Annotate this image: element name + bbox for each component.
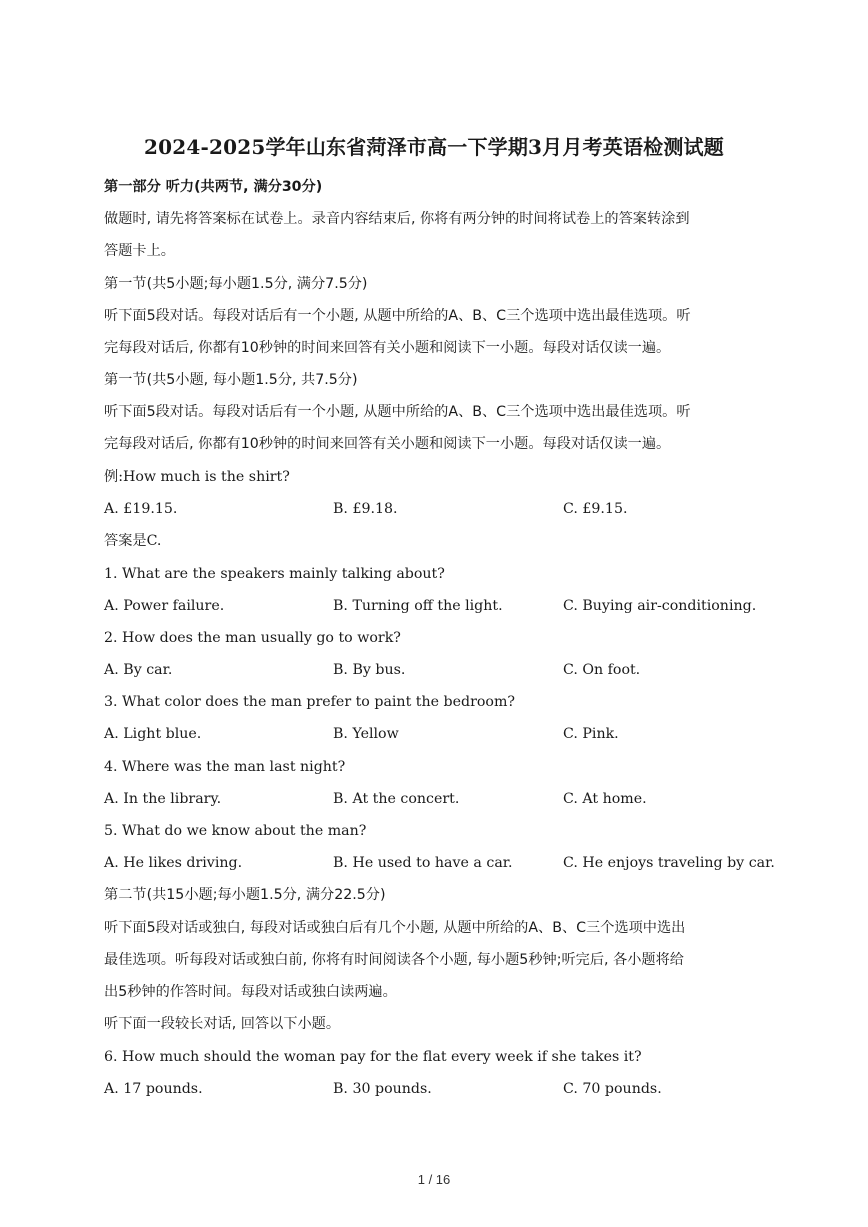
- section1a-heading: 第一节(共5小题;每小题1.5分, 满分7.5分): [104, 276, 368, 292]
- option-c: C. 70 pounds.: [563, 1081, 662, 1097]
- question-6: 6. How much should the woman pay for the flat every week if she takes it?: [104, 1049, 642, 1065]
- intro-line-2: 答题卡上。: [104, 243, 175, 259]
- section1a-instr-1: 听下面5段对话。每段对话后有一个小题, 从题中所给的A、B、C三个选项中选出最佳选项。听: [104, 308, 691, 324]
- section2-heading: 第二节(共15小题;每小题1.5分, 满分22.5分): [104, 887, 386, 903]
- question-5: 5. What do we know about the man?: [104, 823, 367, 839]
- option-c: C. Buying air-conditioning.: [563, 598, 757, 614]
- section1b-heading: 第一节(共5小题, 每小题1.5分, 共7.5分): [104, 372, 358, 388]
- example-answer: 答案是C.: [104, 533, 162, 549]
- option-c: C. On foot.: [563, 662, 641, 678]
- option-b: B. By bus.: [333, 662, 406, 678]
- question-2: 2. How does the man usually go to work?: [104, 630, 401, 646]
- option-b: B. Yellow: [333, 726, 399, 742]
- option-a: A. Power failure.: [104, 598, 225, 614]
- part1-heading: 第一部分 听力(共两节, 满分30分): [104, 179, 323, 195]
- intro-line-1: 做题时, 请先将答案标在试卷上。录音内容结束后, 你将有两分钟的时间将试卷上的答案转涂到: [104, 211, 690, 227]
- option-a: A. In the library.: [104, 791, 222, 807]
- option-b: B. At the concert.: [333, 791, 460, 807]
- page-number: 1 / 16: [417, 1172, 451, 1187]
- section1b-instr-2: 完每段对话后, 你都有10秒钟的时间来回答有关小题和阅读下一小题。每段对话仅读一遍。: [104, 436, 671, 452]
- section1a-instr-2: 完每段对话后, 你都有10秒钟的时间来回答有关小题和阅读下一小题。每段对话仅读一遍。: [104, 340, 671, 356]
- option-b: B. 30 pounds.: [333, 1081, 432, 1097]
- question-1: 1. What are the speakers mainly talking about?: [104, 566, 445, 582]
- option-c: C. Pink.: [563, 726, 619, 742]
- option-b: B. £9.18.: [333, 501, 398, 517]
- example-question: 例:How much is the shirt?: [104, 469, 290, 485]
- section2-instr-1: 听下面5段对话或独白, 每段对话或独白后有几个小题, 从题中所给的A、B、C三个选项中选出: [104, 920, 686, 936]
- section1b-instr-1: 听下面5段对话。每段对话后有一个小题, 从题中所给的A、B、C三个选项中选出最佳选项。听: [104, 404, 691, 420]
- option-b: B. He used to have a car.: [333, 855, 513, 871]
- option-c: C. £9.15.: [563, 501, 628, 517]
- section2-instr-2: 最佳选项。听每段对话或独白前, 你将有时间阅读各个小题, 每小题5秒钟;听完后, 各小题将给: [104, 952, 684, 968]
- option-a: A. £19.15.: [104, 501, 178, 517]
- question-4: 4. Where was the man last night?: [104, 759, 346, 775]
- option-c: C. He enjoys traveling by car.: [563, 855, 775, 871]
- option-a: A. 17 pounds.: [104, 1081, 203, 1097]
- option-c: C. At home.: [563, 791, 647, 807]
- dialog-heading: 听下面一段较长对话, 回答以下小题。: [104, 1016, 341, 1032]
- option-a: A. He likes driving.: [104, 855, 243, 871]
- option-b: B. Turning off the light.: [333, 598, 503, 614]
- option-a: A. By car.: [104, 662, 173, 678]
- question-3: 3. What color does the man prefer to paint the bedroom?: [104, 694, 516, 710]
- page-title: 2024-2025学年山东省菏泽市高一下学期3月月考英语检测试题: [144, 135, 724, 159]
- section2-instr-3: 出5秒钟的作答时间。每段对话或独白读两遍。: [104, 984, 397, 1000]
- option-a: A. Light blue.: [104, 726, 202, 742]
